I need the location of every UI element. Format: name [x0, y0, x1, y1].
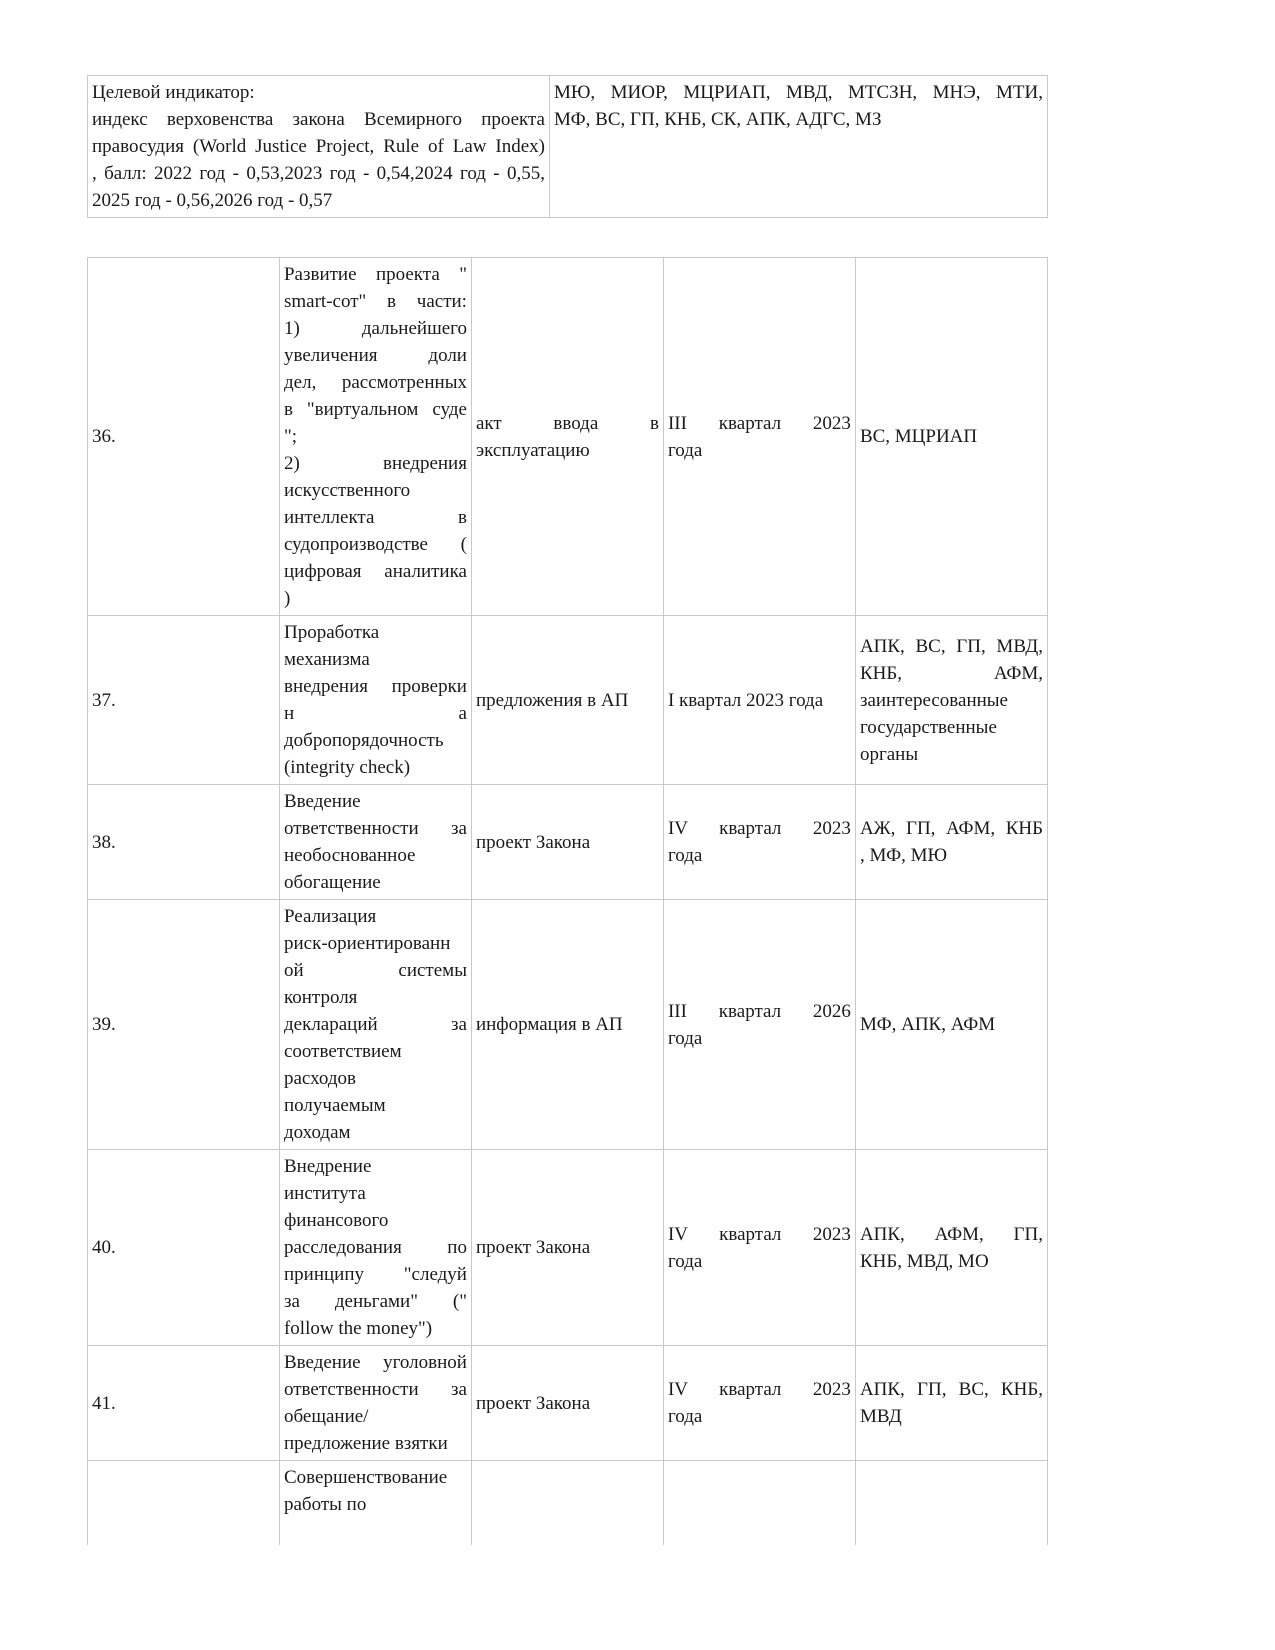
deadline-cell — [663, 900, 855, 1150]
measure-line: Внедрение — [283, 1156, 372, 1177]
measure-line: Введение — [283, 791, 361, 812]
measure-line: follow the money") — [283, 1318, 433, 1339]
measure-line: Развитие проекта " — [283, 264, 467, 285]
measure-line: 2) внедрения — [283, 453, 467, 474]
responsible-cell — [855, 1150, 1047, 1346]
measure-line: ответственности за — [283, 1379, 467, 1400]
deadline-line: года — [667, 1250, 703, 1272]
measure-line: института — [283, 1183, 366, 1204]
measure-line: Введение уголовной — [283, 1352, 467, 1373]
table-row — [88, 616, 1048, 785]
measure-cell — [279, 785, 471, 900]
measure-cell — [279, 1461, 471, 1545]
table-row — [88, 1461, 1048, 1545]
measure-cell — [279, 1150, 471, 1346]
deadline-line: года — [667, 439, 703, 461]
deadline-line: года — [667, 845, 703, 866]
form-line: эксплуатацию — [475, 439, 590, 461]
measure-line: ой системы — [283, 960, 467, 981]
responsible-line: АЖ, ГП, АФМ, КНБ — [859, 818, 1043, 839]
deadline-cell — [663, 1461, 855, 1545]
indicator-line: индекс верховенства закона Всемирного проекта — [92, 109, 545, 130]
responsible-line: , МФ, МЮ — [859, 845, 948, 866]
measure-line: расходов — [283, 1068, 356, 1089]
measure-cell — [279, 616, 471, 785]
measure-line: ) — [283, 588, 291, 609]
form-line: проект Закона — [475, 1392, 591, 1414]
responsible-cell — [855, 616, 1047, 785]
deadline-cell — [663, 616, 855, 785]
measure-line: н а — [283, 703, 467, 724]
form-line: информация в АП — [475, 1014, 623, 1035]
form-line: предложения в АП — [475, 689, 629, 711]
measure-line: (integrity check) — [283, 757, 411, 778]
responsible-line: заинтересованные — [859, 689, 1008, 711]
deadline-cell — [663, 1150, 855, 1346]
indicator-description-cell — [88, 76, 550, 218]
indicator-line: правосудия (World Justice Project, Rule of Law Index) — [92, 136, 545, 157]
deadline-line: года — [667, 1406, 703, 1427]
measure-line: за деньгами" (" — [283, 1291, 467, 1312]
measure-line: цифровая аналитика — [283, 561, 467, 582]
form-line: проект Закона — [475, 1237, 591, 1258]
table-row — [88, 258, 1048, 616]
measure-line: искусственного — [283, 480, 411, 501]
measure-line: расследования по — [283, 1237, 467, 1258]
responsible-cell — [855, 258, 1047, 616]
responsible-line: ВС, МЦРИАП — [859, 426, 978, 447]
deadline-line: I квартал 2023 года — [667, 689, 824, 711]
row-number-cell — [88, 785, 280, 900]
responsible-line: КНБ, МВД, МО — [859, 1250, 989, 1272]
measure-line: получаемым — [283, 1095, 386, 1116]
measure-line: контроля — [283, 987, 358, 1008]
responsible-line: МВД — [859, 1406, 902, 1427]
responsible-line: органы — [859, 743, 919, 765]
measure-line: Совершенствование — [283, 1467, 448, 1488]
deadline-line: года — [667, 1027, 703, 1049]
row-number-cell — [88, 1346, 280, 1461]
measure-line: судопроизводстве ( — [283, 534, 467, 555]
measure-cell — [279, 1346, 471, 1461]
measure-cell — [279, 900, 471, 1150]
deadline-line: IV квартал 2023 — [667, 1379, 851, 1400]
measure-line: 1) дальнейшего — [283, 318, 467, 339]
row-number-cell — [88, 1461, 280, 1545]
target-indicator-table — [87, 75, 1048, 218]
responsible-cell — [855, 1461, 1047, 1545]
form-cell — [471, 1346, 663, 1461]
table-row — [88, 785, 1048, 900]
responsible-line: государственные — [859, 716, 997, 738]
row-number-cell — [88, 616, 280, 785]
row-number: 39. — [92, 1014, 116, 1035]
measure-line: Реализация — [283, 906, 377, 927]
form-cell — [471, 258, 663, 616]
measure-line: smart-сот" в части: — [283, 291, 467, 312]
measure-line: деклараций за — [283, 1014, 467, 1035]
row-number: 37. — [92, 689, 116, 711]
row-number-cell — [88, 1150, 280, 1346]
form-cell — [471, 616, 663, 785]
indicator-responsible-line: МФ, ВС, ГП, КНБ, СК, АПК, АДГС, МЗ — [554, 109, 882, 130]
form-line: акт ввода в — [475, 412, 659, 434]
responsible-line: МФ, АПК, АФМ — [859, 1014, 996, 1035]
table-row — [88, 1346, 1048, 1461]
row-number: 41. — [92, 1392, 116, 1414]
deadline-cell — [663, 258, 855, 616]
measure-line: обещание/ — [283, 1406, 369, 1427]
measure-line: внедрения проверки — [283, 676, 467, 697]
measure-line: Проработка — [283, 622, 380, 643]
measure-line: принципу "следуй — [283, 1264, 467, 1285]
measure-line: соответствием — [283, 1041, 402, 1062]
responsible-line: АПК, ГП, ВС, КНБ, — [859, 1379, 1043, 1400]
form-cell — [471, 785, 663, 900]
indicator-label: Целевой индикатор: — [92, 82, 255, 103]
indicator-responsible-cell — [550, 76, 1048, 218]
measure-line: необоснованное — [283, 845, 416, 866]
form-line: проект Закона — [475, 831, 591, 853]
responsible-cell — [855, 785, 1047, 900]
measure-line: увеличения доли — [283, 345, 467, 366]
form-cell — [471, 1150, 663, 1346]
responsible-line: АПК, АФМ, ГП, — [859, 1223, 1043, 1245]
responsible-line: АПК, ВС, ГП, МВД, — [859, 635, 1043, 657]
measure-line: риск-ориентированн — [283, 933, 451, 954]
form-cell — [471, 1461, 663, 1545]
action-plan-table — [87, 257, 1048, 1545]
deadline-line: III квартал 2023 — [667, 412, 851, 434]
measure-line: в "виртуальном суде — [283, 399, 467, 420]
row-number-cell — [88, 900, 280, 1150]
row-number: 40. — [92, 1237, 116, 1258]
row-number: 38. — [92, 831, 116, 853]
measure-line: механизма — [283, 649, 370, 670]
measure-cell — [279, 258, 471, 616]
measure-line: дел, рассмотренных — [283, 372, 467, 393]
responsible-line: КНБ, АФМ, — [859, 662, 1043, 684]
deadline-cell — [663, 1346, 855, 1461]
measure-line: доходам — [283, 1122, 351, 1143]
deadline-line: III квартал 2026 — [667, 1000, 851, 1022]
measure-line: предложение взятки — [283, 1433, 448, 1454]
form-cell — [471, 900, 663, 1150]
measure-line: работы по — [283, 1494, 367, 1515]
responsible-cell — [855, 900, 1047, 1150]
responsible-cell — [855, 1346, 1047, 1461]
deadline-cell — [663, 785, 855, 900]
measure-line: финансового — [283, 1210, 389, 1231]
table-row — [88, 900, 1048, 1150]
indicator-line: , балл: 2022 год - 0,53,2023 год - 0,54,2024 год - 0,55, — [92, 163, 545, 184]
table-row — [88, 1150, 1048, 1346]
measure-line: обогащение — [283, 872, 381, 893]
indicator-responsible-line: МЮ, МИОР, МЦРИАП, МВД, МТСЗН, МНЭ, МТИ, — [554, 82, 1043, 103]
row-number-cell — [88, 258, 280, 616]
measure-line: интеллекта в — [283, 507, 467, 528]
row-number: 36. — [92, 426, 116, 447]
measure-line: ответственности за — [283, 818, 467, 839]
deadline-line: IV квартал 2023 — [667, 1223, 851, 1245]
deadline-line: IV квартал 2023 — [667, 818, 851, 839]
measure-line: добропорядочность — [283, 730, 444, 751]
indicator-line: 2025 год - 0,56,2026 год - 0,57 — [92, 190, 333, 211]
measure-line: "; — [283, 426, 298, 447]
